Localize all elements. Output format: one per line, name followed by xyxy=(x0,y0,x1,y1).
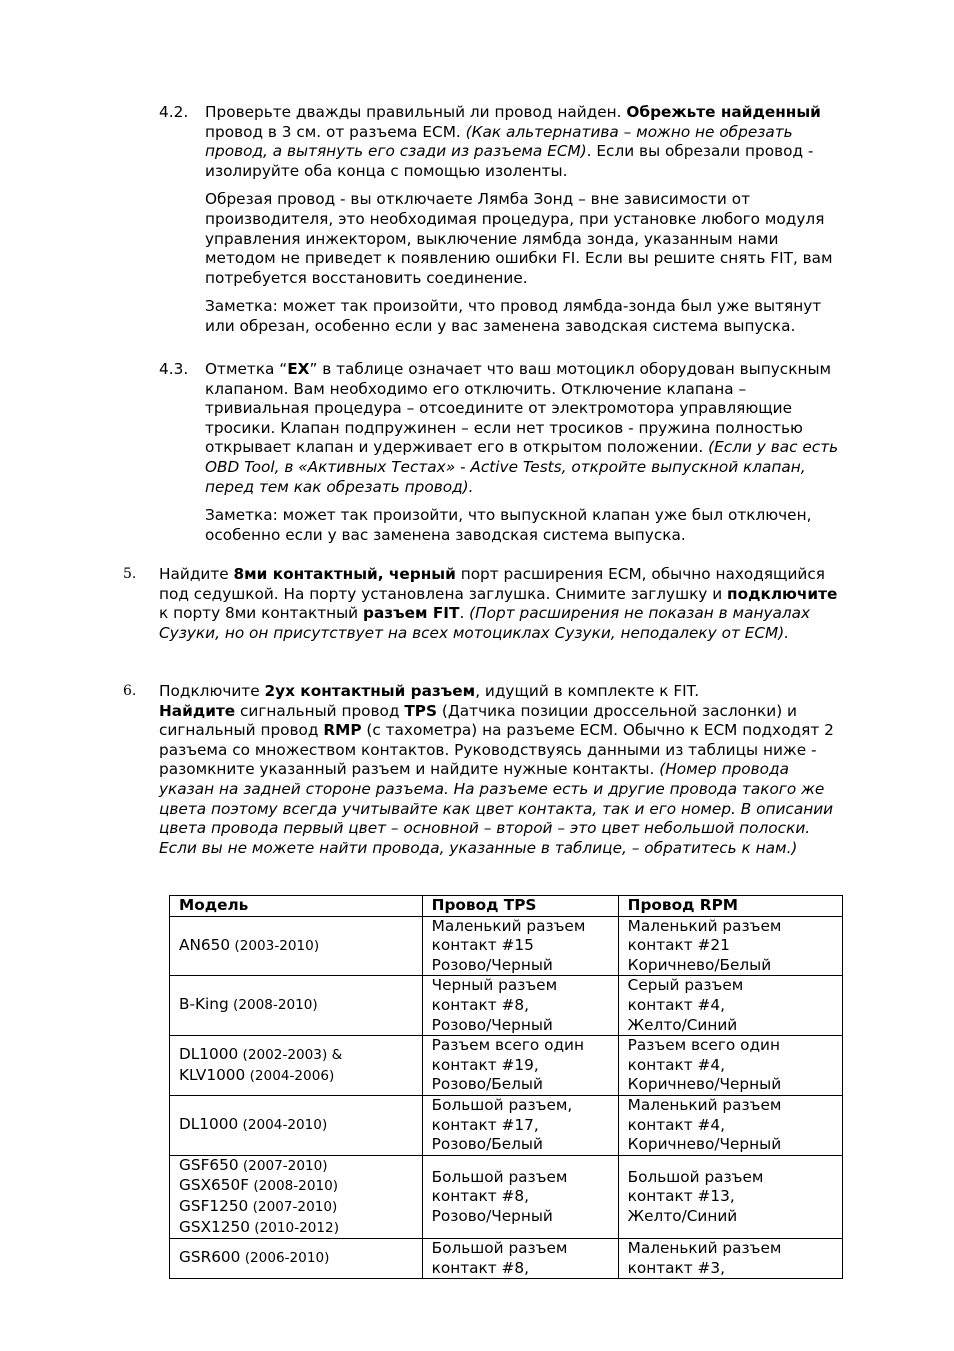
section-5 xyxy=(159,565,847,643)
model-line xyxy=(179,1218,413,1239)
item-number-5: 5. xyxy=(123,566,137,582)
model-line xyxy=(179,1176,413,1197)
paragraph xyxy=(205,360,847,497)
italic-text: (Порт расширения не показан в мануалах Сузуки, но он присутствует на всех мотоциклах Сузуки, неподалеку от ECM). xyxy=(159,604,811,642)
paragraph xyxy=(205,103,847,181)
tps-line: контакт #19, xyxy=(431,1055,539,1074)
rpm-line: Коричнево/Черный xyxy=(627,1135,782,1154)
text: Найдите xyxy=(159,565,234,583)
tps-line: Большой разъем xyxy=(431,1239,568,1258)
rpm-line: контакт #4, xyxy=(627,1055,725,1074)
model-name: GSR600 xyxy=(179,1248,241,1267)
tps-line: Большой разъем, xyxy=(431,1095,573,1114)
text: к порту 8ми контактный xyxy=(159,604,363,623)
model-years: (2010-2012) xyxy=(249,1219,340,1236)
text: Отметка “ xyxy=(205,360,288,378)
model-line xyxy=(179,1066,413,1087)
model-line xyxy=(179,1115,413,1136)
bold-text: RMP xyxy=(323,721,362,740)
text: . Если вы обрезали провод - изолируйте оба конца с помощью изоленты. xyxy=(205,142,814,180)
tps-line: контакт #8, xyxy=(431,1258,529,1277)
item-number-4-3: 4.3. xyxy=(159,360,189,378)
model-years: (2006-2010) xyxy=(240,1250,330,1267)
tps-line: Розово/Белый xyxy=(431,1135,543,1154)
text: ” в таблице означает что ваш мотоцикл оборудован выпускным клапаном. Вам необходимо его отключить. Отключение клапана – тривиальная процедура – отсоедините от электромотора управляющие тросики. Клапан подпружинен – если нет тросиков - пружина полностью открывает клапан и удерживает его в открытом положении. xyxy=(205,360,832,457)
table-row xyxy=(170,1239,843,1279)
tps-cell xyxy=(422,1155,618,1238)
bold-text: 8ми контактный, черный xyxy=(233,565,456,583)
rpm-cell xyxy=(618,976,842,1036)
italic-text: (Если у вас есть OBD Tool, в «Активных Тестах» - Active Tests, откройте выпускной клапан, перед тем как обрезать провод). xyxy=(205,438,839,496)
rpm-line: контакт #13, xyxy=(627,1187,735,1206)
tps-line: Розово/Черный xyxy=(431,1206,553,1225)
tps-line: контакт #8, xyxy=(431,995,529,1014)
rpm-line: контакт #4, xyxy=(627,995,725,1014)
section-4-2 xyxy=(205,103,847,337)
rpm-cell xyxy=(618,1036,842,1096)
rpm-line: Коричнево/Белый xyxy=(627,955,772,974)
wiring-table xyxy=(169,895,843,1279)
model-line xyxy=(179,1197,413,1218)
rpm-line: Разъем всего один xyxy=(627,1036,780,1055)
bold-text: EX xyxy=(287,360,310,378)
tps-line: Черный разъем xyxy=(431,976,558,995)
text: , идущий в комплекте к FIT. xyxy=(475,682,700,700)
table-row xyxy=(170,1095,843,1155)
bold-text: подключите xyxy=(727,584,838,603)
model-cell xyxy=(170,1095,423,1155)
rpm-line: Большой разъем xyxy=(627,1167,764,1186)
paragraph xyxy=(159,682,847,858)
rpm-line: Маленький разъем xyxy=(627,1095,782,1114)
model-cell xyxy=(170,1155,423,1238)
model-name: AN650 xyxy=(179,935,231,954)
table-row xyxy=(170,976,843,1036)
model-name: GSF1250 xyxy=(179,1196,249,1215)
text: (Датчика позиции дроссельной заслонки) и сигнальный провод xyxy=(159,701,797,740)
bold-text: TPS xyxy=(404,701,438,720)
italic-text: (Как альтернатива – можно не обрезать провод, а вытянуть его сзади из разъема ECM) xyxy=(205,122,793,161)
bold-text: разъем FIT xyxy=(363,604,460,623)
item-number-4-2: 4.2. xyxy=(159,103,189,121)
item-number-6: 6. xyxy=(123,683,137,699)
bold-text: Найдите xyxy=(159,701,236,720)
rpm-cell xyxy=(618,1239,842,1279)
model-years: (2003-2010) xyxy=(230,937,320,954)
tps-line: Розово/Черный xyxy=(431,1015,553,1034)
tps-line: контакт #15 xyxy=(431,936,534,955)
model-years: (2008-2010) xyxy=(249,1178,339,1195)
model-years: (2004-2010) xyxy=(238,1117,328,1134)
tps-line: Розово/Белый xyxy=(431,1075,543,1094)
model-name: DL1000 xyxy=(179,1115,239,1134)
tps-line: Розово/Черный xyxy=(431,955,553,974)
text: (с тахометра) на разъеме ECM. Обычно к ECM подходят 2 разъема со множеством контактов. Руководствуясь данными из таблицы ниже - разомкните указанный разъем и найдите нужные контакты. xyxy=(159,721,834,779)
model-line xyxy=(179,1248,413,1269)
text: . xyxy=(459,604,470,623)
bold-text: 2ух контактный разъем xyxy=(264,682,476,700)
section-6 xyxy=(159,682,847,858)
model-cell xyxy=(170,976,423,1036)
text: сигнальный провод xyxy=(235,701,405,720)
tps-line: Маленький разъем xyxy=(431,916,586,935)
model-years: (2008-2010) xyxy=(228,997,318,1014)
table-row xyxy=(170,1036,843,1096)
model-name: KLV1000 xyxy=(179,1065,246,1084)
model-cell xyxy=(170,1036,423,1096)
model-years: (2007-2010) xyxy=(248,1198,338,1215)
column-header-rpm: Провод RPM xyxy=(618,896,842,917)
text: провод в 3 см. от разъема ECM. xyxy=(205,122,466,141)
tps-cell xyxy=(422,1095,618,1155)
model-cell xyxy=(170,1239,423,1279)
model-years: (2004-2006) xyxy=(245,1067,335,1084)
rpm-cell xyxy=(618,916,842,976)
rpm-line: контакт #21 xyxy=(627,936,730,955)
model-name: GSX1250 xyxy=(179,1217,250,1236)
column-header-model: Модель xyxy=(170,896,423,917)
rpm-line: Коричнево/Черный xyxy=(627,1075,782,1094)
rpm-line: Маленький разъем xyxy=(627,916,782,935)
model-line xyxy=(179,1156,413,1177)
note-paragraph: Заметка: может так произойти, что провод лямбда-зонда был уже вытянут или обрезан, особенно если у вас заменена заводская система выпуска. xyxy=(205,297,822,335)
tps-line: Большой разъем xyxy=(431,1167,568,1186)
rpm-cell xyxy=(618,1155,842,1238)
model-name: B-King xyxy=(179,995,229,1014)
italic-text: (Номер провода указан на задней стороне разъема. На разъеме есть и другие провода такого же цвета поэтому всегда учитывайте как цвет контакта, так и его номер. В описании цвета провода первый цвет – основной – второй – это цвет небольшой полоски. Если вы не можете найти провода, указанные в таблице, – обратитесь к нам.) xyxy=(159,760,834,857)
rpm-line: контакт #4, xyxy=(627,1115,725,1134)
section-4-3 xyxy=(205,360,847,545)
rpm-cell xyxy=(618,1095,842,1155)
table-row xyxy=(170,916,843,976)
rpm-line: Серый разъем xyxy=(627,976,744,995)
text: Подключите xyxy=(159,682,265,700)
rpm-line: Желто/Синий xyxy=(627,1206,738,1225)
tps-line: контакт #8, xyxy=(431,1187,529,1206)
tps-cell xyxy=(422,916,618,976)
bold-text: Обрежьте найденный xyxy=(626,103,821,121)
rpm-line: Желто/Синий xyxy=(627,1015,738,1034)
model-line xyxy=(179,995,413,1016)
model-line xyxy=(179,1045,413,1066)
model-line xyxy=(179,936,413,957)
table-row xyxy=(170,1155,843,1238)
tps-cell xyxy=(422,1036,618,1096)
table-header-row xyxy=(170,896,843,917)
text: Проверьте дважды правильный ли провод найден. xyxy=(205,103,627,121)
note-paragraph: Заметка: может так произойти, что выпускной клапан уже был отключен, особенно если у вас заменена заводская система выпуска. xyxy=(205,506,812,544)
tps-cell xyxy=(422,976,618,1036)
paragraph xyxy=(159,565,847,643)
paragraph: Обрезая провод - вы отключаете Лямба Зонд – вне зависимости от производителя, это необходимая процедура, при установке любого модуля управления инжектором, выключение лямбда зонда, указанным нами методом не приведет к появлению ошибки FI. Если вы решите снять FIT, вам потребуется восстановить соединение. xyxy=(205,190,833,287)
model-name: DL1000 xyxy=(179,1044,239,1063)
model-name: GSX650F xyxy=(179,1176,250,1195)
tps-cell xyxy=(422,1239,618,1279)
model-cell xyxy=(170,916,423,976)
model-name: GSF650 xyxy=(179,1155,239,1174)
rpm-line: Маленький разъем xyxy=(627,1239,782,1258)
column-header-tps: Провод TPS xyxy=(422,896,618,917)
rpm-line: контакт #3, xyxy=(627,1258,725,1277)
text: порт расширения ECM, обычно находящийся под седушкой. На порту установлена заглушка. Снимите заглушку и xyxy=(159,565,825,603)
model-years: (2002-2003) & xyxy=(238,1046,343,1063)
tps-line: Разъем всего один xyxy=(431,1036,584,1055)
tps-line: контакт #17, xyxy=(431,1115,539,1134)
model-years: (2007-2010) xyxy=(238,1157,328,1174)
